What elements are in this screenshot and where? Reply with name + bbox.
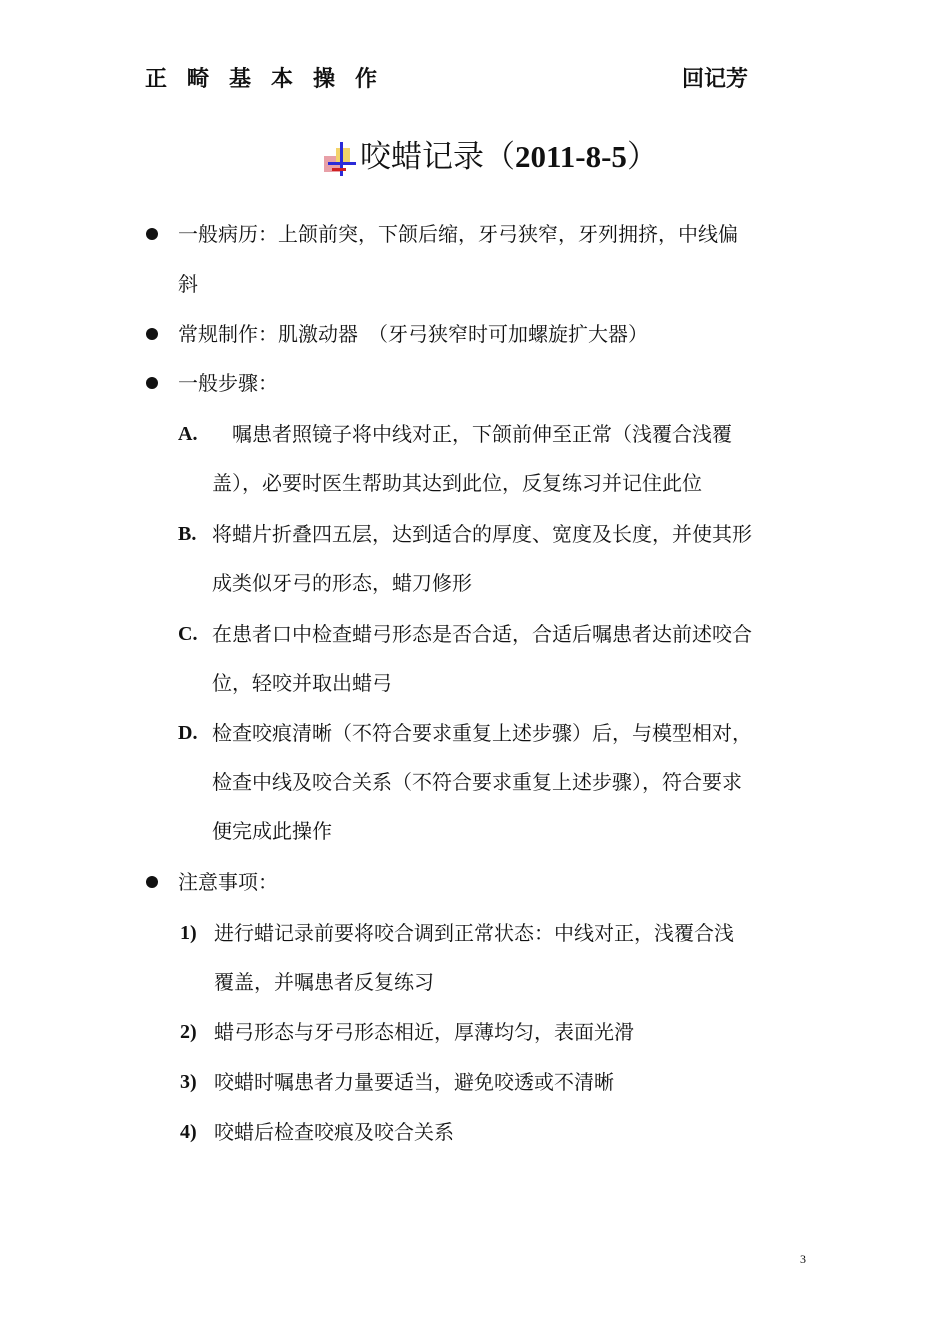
document-title (322, 128, 658, 178)
decorative-logo-icon (322, 130, 358, 176)
note-3-line: 咬蜡时嘱患者力量要适当，避免咬透或不清晰 (214, 1070, 614, 1094)
step-d-line-2: 检查中线及咬合关系（不符合要求重复上述步骤），符合要求 (212, 770, 742, 794)
routine-line: 常规制作：肌激动器 （牙弓狭窄时可加螺旋扩大器） (178, 322, 648, 346)
step-a-line-2: 盖），必要时医生帮助其达到此位，反复练习并记住此位 (212, 471, 702, 495)
bullet-icon (146, 377, 158, 389)
note-4-line: 咬蜡后检查咬痕及咬合关系 (214, 1120, 454, 1144)
step-marker: A. (178, 423, 198, 445)
step-c-line-1: 在患者口中检查蜡弓形态是否合适，合适后嘱患者达前述咬合 (212, 622, 752, 646)
title-text: 咬蜡记录（ (360, 138, 515, 175)
step-marker: C. (178, 623, 198, 645)
step-marker: B. (178, 523, 197, 545)
note-1-line-2: 覆盖，并嘱患者反复练习 (214, 970, 434, 994)
step-marker: D. (178, 722, 198, 744)
step-a-line-1: 嘱患者照镜子将中线对正，下颌前伸至正常（浅覆合浅覆 (212, 422, 732, 446)
notes-title: 注意事项： (178, 870, 278, 894)
bullet-icon (146, 328, 158, 340)
note-2-line: 蜡弓形态与牙弓形态相近，厚薄均匀，表面光滑 (214, 1020, 634, 1044)
header-title: 正畸基本操作 (145, 67, 398, 92)
note-marker: 1) (180, 922, 197, 944)
title-close: ） (626, 138, 658, 175)
note-1-line-1: 进行蜡记录前要将咬合调到正常状态：中线对正，浅覆合浅 (214, 921, 734, 945)
step-d-line-3: 便完成此操作 (212, 819, 332, 843)
step-b-line-2: 成类似牙弓的形态，蜡刀修形 (212, 571, 472, 595)
step-c-line-2: 位，轻咬并取出蜡弓 (212, 671, 392, 695)
step-b-line-1: 将蜡片折叠四五层，达到适合的厚度、宽度及长度，并使其形 (212, 522, 752, 546)
step-d-line-1: 检查咬痕清晰（不符合要求重复上述步骤）后，与模型相对， (212, 721, 752, 745)
steps-title: 一般步骤： (178, 371, 278, 395)
bullet-icon (146, 876, 158, 888)
note-marker: 4) (180, 1121, 197, 1143)
header-author: 回记芳 (682, 67, 749, 92)
note-marker: 2) (180, 1021, 197, 1043)
bullet-icon (146, 228, 158, 240)
history-line-1: 一般病历：上颌前突，下颌后缩，牙弓狭窄，牙列拥挤，中线偏 (178, 222, 738, 246)
title-date: 2011-8-5 (515, 138, 627, 174)
page-number: 3 (800, 1252, 806, 1266)
note-marker: 3) (180, 1071, 197, 1093)
history-line-2: 斜 (178, 272, 198, 296)
